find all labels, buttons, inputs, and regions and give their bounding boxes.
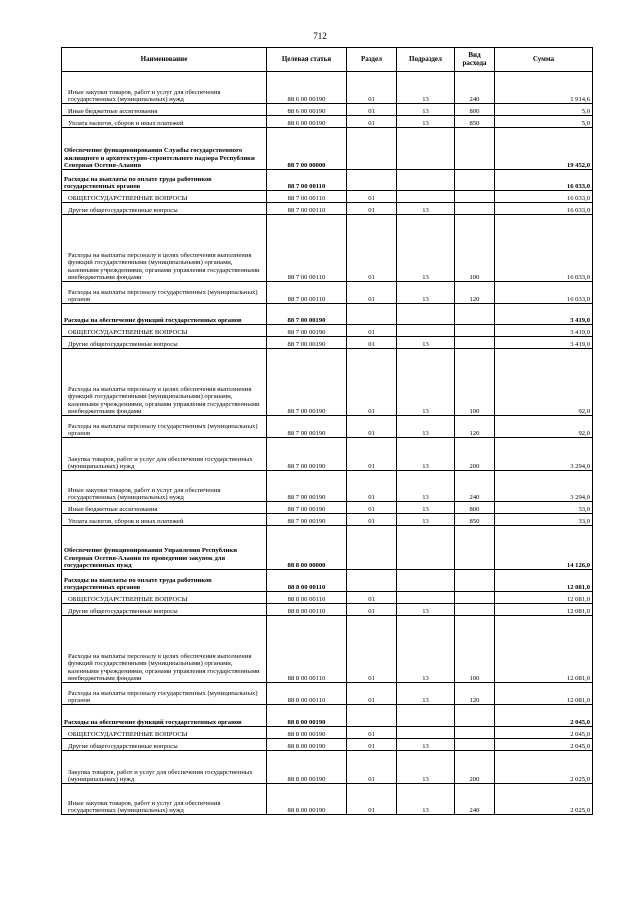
cell-vid: 200 [455, 751, 495, 784]
cell-code: 88 7 00 00190 [267, 304, 347, 325]
cell-sum: 19 452,0 [495, 128, 593, 170]
cell-name: Обеспечение функционирования Управления Республики Северная Осетия-Алания по проведению закупок для государственных нужд [62, 526, 267, 570]
cell-podrazdel [397, 570, 455, 592]
cell-name: Другие общегосударственные вопросы [62, 739, 267, 751]
cell-razdel: 01 [347, 215, 397, 282]
cell-vid: 100 [455, 616, 495, 683]
cell-name: Другие общегосударственные вопросы [62, 337, 267, 349]
cell-code: 88 7 00 00190 [267, 471, 347, 502]
cell-code: 88 7 00 00110 [267, 191, 347, 203]
header-sum: Сумма [495, 48, 593, 72]
cell-sum: 12 081,0 [495, 604, 593, 616]
cell-code: 88 7 00 00190 [267, 416, 347, 438]
cell-podrazdel: 13 [397, 438, 455, 471]
table-row [62, 416, 593, 438]
cell-sum: 5,0 [495, 104, 593, 116]
cell-sum: 2 045,0 [495, 727, 593, 739]
table-row [62, 438, 593, 471]
cell-vid: 100 [455, 215, 495, 282]
cell-razdel: 01 [347, 751, 397, 784]
cell-razdel: 01 [347, 349, 397, 416]
header-name: Наименование [62, 48, 267, 72]
cell-razdel: 01 [347, 616, 397, 683]
cell-razdel: 01 [347, 604, 397, 616]
cell-sum: 2 025,0 [495, 751, 593, 784]
cell-name: Иные закупки товаров, работ и услуг для обеспечения государственных (муниципальных) нужд [62, 72, 267, 104]
cell-sum: 92,0 [495, 416, 593, 438]
cell-podrazdel [397, 191, 455, 203]
cell-podrazdel: 13 [397, 215, 455, 282]
cell-podrazdel: 13 [397, 349, 455, 416]
cell-name: Другие общегосударственные вопросы [62, 203, 267, 215]
cell-sum: 12 081,0 [495, 592, 593, 604]
cell-podrazdel: 13 [397, 502, 455, 514]
cell-code: 88 8 00 00110 [267, 683, 347, 705]
cell-podrazdel: 13 [397, 203, 455, 215]
table-row [62, 203, 593, 215]
cell-name: Расходы на выплаты персоналу в целях обеспечения выполнения функций государственными (муниципальными) органами, казенными учреждениями, органами управления государственными внебюджетными фондами [62, 215, 267, 282]
cell-name: Расходы на обеспечение функций государственных органов [62, 705, 267, 727]
cell-name: Расходы на выплаты персоналу в целях обеспечения выполнения функций государственными (муниципальными) органами, казенными учреждениями, органами управления государственными внебюджетными фондами [62, 616, 267, 683]
cell-podrazdel: 13 [397, 604, 455, 616]
cell-razdel [347, 128, 397, 170]
cell-vid: 120 [455, 683, 495, 705]
cell-sum: 16 033,0 [495, 170, 593, 191]
table-row [62, 128, 593, 170]
cell-podrazdel [397, 170, 455, 191]
cell-code: 88 7 00 00000 [267, 128, 347, 170]
cell-sum: 1 914,6 [495, 72, 593, 104]
cell-razdel [347, 526, 397, 570]
cell-podrazdel: 13 [397, 514, 455, 526]
table-row [62, 471, 593, 502]
table-row [62, 570, 593, 592]
cell-name: Другие общегосударственные вопросы [62, 604, 267, 616]
cell-vid [455, 304, 495, 325]
cell-code: 88 8 00 00110 [267, 570, 347, 592]
cell-name: Расходы на выплаты персоналу государственных (муниципальных) органов [62, 416, 267, 438]
table-row [62, 116, 593, 128]
cell-code: 88 7 00 00190 [267, 337, 347, 349]
table-body [62, 72, 593, 815]
cell-code: 88 7 00 00110 [267, 170, 347, 191]
cell-podrazdel [397, 705, 455, 727]
cell-vid [455, 325, 495, 337]
cell-razdel: 01 [347, 592, 397, 604]
cell-razdel: 01 [347, 502, 397, 514]
table-row [62, 514, 593, 526]
table-row [62, 104, 593, 116]
cell-vid [455, 727, 495, 739]
cell-name: ОБЩЕГОСУДАРСТВЕННЫЕ ВОПРОСЫ [62, 592, 267, 604]
cell-razdel: 01 [347, 438, 397, 471]
cell-vid: 850 [455, 116, 495, 128]
cell-code: 88 8 00 00110 [267, 616, 347, 683]
table-row [62, 616, 593, 683]
cell-name: Уплата налогов, сборов и иных платежей [62, 116, 267, 128]
cell-vid [455, 604, 495, 616]
cell-razdel: 01 [347, 337, 397, 349]
cell-razdel: 01 [347, 739, 397, 751]
cell-sum: 12 081,0 [495, 683, 593, 705]
table-row [62, 592, 593, 604]
cell-vid [455, 739, 495, 751]
cell-name: Расходы на выплаты персоналу государственных (муниципальных) органов [62, 282, 267, 304]
cell-vid [455, 592, 495, 604]
table-header-row [62, 48, 593, 72]
cell-vid [455, 337, 495, 349]
cell-podrazdel: 13 [397, 471, 455, 502]
budget-table [61, 47, 593, 815]
table-row [62, 751, 593, 784]
cell-name: Закупка товаров, работ и услуг для обеспечения государственных (муниципальных) нужд [62, 438, 267, 471]
cell-podrazdel: 13 [397, 739, 455, 751]
cell-name: Расходы на обеспечение функций государственных органов [62, 304, 267, 325]
table-row [62, 337, 593, 349]
cell-code: 88 6 00 00190 [267, 116, 347, 128]
cell-name: Расходы на выплаты персоналу государственных (муниципальных) органов [62, 683, 267, 705]
cell-sum: 3 294,0 [495, 438, 593, 471]
cell-razdel: 01 [347, 325, 397, 337]
cell-sum: 12 081,0 [495, 570, 593, 592]
cell-code: 88 7 00 00190 [267, 349, 347, 416]
cell-sum: 3 419,0 [495, 304, 593, 325]
cell-name: ОБЩЕГОСУДАРСТВЕННЫЕ ВОПРОСЫ [62, 325, 267, 337]
table-row [62, 325, 593, 337]
cell-code: 88 8 00 00190 [267, 727, 347, 739]
table-row [62, 304, 593, 325]
cell-vid: 240 [455, 784, 495, 815]
cell-sum: 92,0 [495, 349, 593, 416]
table-row [62, 502, 593, 514]
cell-code: 88 8 00 00190 [267, 739, 347, 751]
cell-code: 88 7 00 00190 [267, 325, 347, 337]
cell-code: 88 6 00 00190 [267, 104, 347, 116]
cell-podrazdel: 13 [397, 104, 455, 116]
cell-vid: 800 [455, 104, 495, 116]
cell-vid: 240 [455, 72, 495, 104]
cell-name: Иные бюджетные ассигнования [62, 104, 267, 116]
cell-razdel: 01 [347, 727, 397, 739]
cell-sum: 16 033,0 [495, 191, 593, 203]
cell-sum: 12 081,0 [495, 616, 593, 683]
cell-podrazdel: 13 [397, 282, 455, 304]
cell-sum: 5,0 [495, 116, 593, 128]
cell-podrazdel: 13 [397, 72, 455, 104]
cell-vid: 850 [455, 514, 495, 526]
cell-vid: 120 [455, 416, 495, 438]
cell-code: 88 7 00 00110 [267, 282, 347, 304]
cell-podrazdel: 13 [397, 116, 455, 128]
header-vid: Вид расхода [455, 48, 495, 72]
table-row [62, 282, 593, 304]
cell-code: 88 7 00 00110 [267, 203, 347, 215]
cell-name: ОБЩЕГОСУДАРСТВЕННЫЕ ВОПРОСЫ [62, 191, 267, 203]
table-row [62, 784, 593, 815]
cell-vid [455, 705, 495, 727]
cell-podrazdel [397, 304, 455, 325]
cell-razdel [347, 304, 397, 325]
cell-code: 88 8 00 00110 [267, 604, 347, 616]
cell-razdel: 01 [347, 191, 397, 203]
cell-podrazdel [397, 325, 455, 337]
cell-razdel [347, 570, 397, 592]
cell-razdel: 01 [347, 116, 397, 128]
cell-code: 88 7 00 00110 [267, 215, 347, 282]
page-number: 712 [313, 31, 327, 41]
cell-name: Иные закупки товаров, работ и услуг для обеспечения государственных (муниципальных) нужд [62, 784, 267, 815]
table-row [62, 526, 593, 570]
cell-name: ОБЩЕГОСУДАРСТВЕННЫЕ ВОПРОСЫ [62, 727, 267, 739]
cell-sum: 3 294,0 [495, 471, 593, 502]
cell-sum: 16 033,0 [495, 203, 593, 215]
cell-podrazdel: 13 [397, 683, 455, 705]
cell-podrazdel: 13 [397, 751, 455, 784]
cell-name: Иные закупки товаров, работ и услуг для обеспечения государственных (муниципальных) нужд [62, 471, 267, 502]
cell-name: Расходы на выплаты по оплате труда работников государственных органов [62, 170, 267, 191]
table-row [62, 604, 593, 616]
cell-vid [455, 203, 495, 215]
cell-code: 88 8 00 00190 [267, 705, 347, 727]
cell-sum: 16 033,0 [495, 282, 593, 304]
cell-sum: 2 045,0 [495, 739, 593, 751]
table-row [62, 683, 593, 705]
cell-razdel: 01 [347, 784, 397, 815]
cell-podrazdel: 13 [397, 784, 455, 815]
cell-razdel: 01 [347, 514, 397, 526]
cell-podrazdel [397, 526, 455, 570]
cell-name: Иные бюджетные ассигнования [62, 502, 267, 514]
cell-podrazdel [397, 128, 455, 170]
cell-razdel: 01 [347, 471, 397, 502]
cell-razdel: 01 [347, 72, 397, 104]
cell-sum: 3 419,0 [495, 325, 593, 337]
cell-sum: 3 419,0 [495, 337, 593, 349]
cell-razdel: 01 [347, 203, 397, 215]
cell-podrazdel: 13 [397, 416, 455, 438]
cell-vid: 240 [455, 471, 495, 502]
header-code: Целевая статья [267, 48, 347, 72]
cell-razdel [347, 170, 397, 191]
cell-sum: 33,0 [495, 502, 593, 514]
cell-podrazdel: 13 [397, 337, 455, 349]
cell-name: Уплата налогов, сборов и иных платежей [62, 514, 267, 526]
cell-code: 88 7 00 00190 [267, 514, 347, 526]
cell-vid [455, 191, 495, 203]
cell-name: Расходы на выплаты по оплате труда работников государственных органов [62, 570, 267, 592]
header-razdel: Раздел [347, 48, 397, 72]
cell-vid [455, 570, 495, 592]
cell-sum: 2 045,0 [495, 705, 593, 727]
cell-razdel: 01 [347, 282, 397, 304]
cell-sum: 33,0 [495, 514, 593, 526]
table-row [62, 191, 593, 203]
cell-code: 88 8 00 00190 [267, 751, 347, 784]
cell-code: 88 8 00 00190 [267, 784, 347, 815]
cell-razdel: 01 [347, 416, 397, 438]
cell-vid: 100 [455, 349, 495, 416]
cell-code: 88 7 00 00190 [267, 502, 347, 514]
cell-sum: 16 033,0 [495, 215, 593, 282]
cell-name: Обеспечение функционирования Службы государственного жилищного и архитектурно-строительного надзора Республики Северная Осетия-Алания [62, 128, 267, 170]
cell-podrazdel [397, 727, 455, 739]
cell-vid: 120 [455, 282, 495, 304]
cell-razdel [347, 705, 397, 727]
header-podrazdel: Подраздел [397, 48, 455, 72]
cell-vid [455, 170, 495, 191]
table-row [62, 215, 593, 282]
cell-name: Расходы на выплаты персоналу в целях обеспечения выполнения функций государственными (муниципальными) органами, казенными учреждениями, органами управления государственными внебюджетными фондами [62, 349, 267, 416]
cell-code: 88 6 00 00190 [267, 72, 347, 104]
cell-code: 88 7 00 00190 [267, 438, 347, 471]
cell-razdel: 01 [347, 683, 397, 705]
cell-code: 88 8 00 00110 [267, 592, 347, 604]
table-row [62, 170, 593, 191]
cell-vid [455, 128, 495, 170]
cell-name: Закупка товаров, работ и услуг для обеспечения государственных (муниципальных) нужд [62, 751, 267, 784]
cell-podrazdel: 13 [397, 616, 455, 683]
table-row [62, 705, 593, 727]
table-row [62, 349, 593, 416]
cell-podrazdel [397, 592, 455, 604]
cell-vid: 200 [455, 438, 495, 471]
table-row [62, 739, 593, 751]
cell-sum: 14 126,0 [495, 526, 593, 570]
cell-vid: 800 [455, 502, 495, 514]
cell-vid [455, 526, 495, 570]
cell-code: 88 8 00 00000 [267, 526, 347, 570]
cell-sum: 2 025,0 [495, 784, 593, 815]
cell-razdel: 01 [347, 104, 397, 116]
table-row [62, 727, 593, 739]
table-row [62, 72, 593, 104]
